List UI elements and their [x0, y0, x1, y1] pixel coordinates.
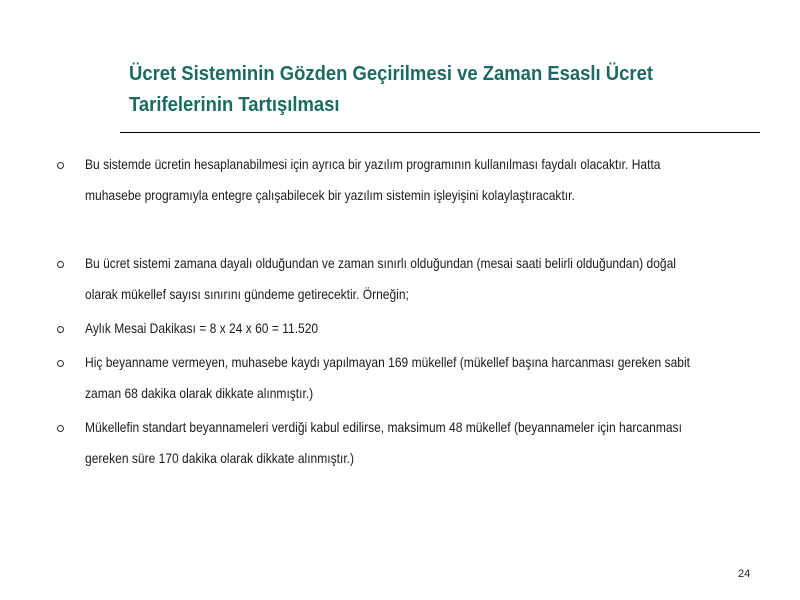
bullet-text-line: Hiç beyanname vermeyen, muhasebe kaydı yapılmayan 169 mükellef (mükellef başına harcanması gereken sabit: [85, 354, 690, 370]
slide-title-line-1: Ücret Sisteminin Gözden Geçirilmesi ve Zaman Esaslı Ücret: [129, 62, 653, 85]
bullet-text: [85, 313, 739, 344]
bullet-text-line: Bu ücret sistemi zamana dayalı olduğundan ve zaman sınırlı olduğundan (mesai saati belirli olduğundan) doğal: [85, 255, 676, 271]
bullet-text: [85, 248, 739, 310]
bullet-text: [85, 347, 739, 409]
bullet-text-line: Bu sistemde ücretin hesaplanabilmesi için ayrıca bir yazılım programının kullanılması faydalı olacaktır. Hatta: [85, 156, 661, 172]
hollow-circle-bullet-icon: [57, 425, 64, 432]
page-number: 24: [738, 568, 751, 580]
bullet-text-line: Aylık Mesai Dakikası = 8 x 24 x 60 = 11.520: [85, 320, 319, 336]
bullet-text-line: Mükellefin standart beyannameleri verdiği kabul edilirse, maksimum 48 mükellef (beyannameler için harcanması: [85, 419, 682, 435]
bullet-text: [85, 149, 739, 211]
bullet-text-line: gereken süre 170 dakika olarak dikkate alınmıştır.): [85, 450, 355, 466]
hollow-circle-bullet-icon: [57, 162, 64, 169]
hollow-circle-bullet-icon: [57, 360, 64, 367]
hollow-circle-bullet-icon: [57, 261, 64, 268]
slide-title-line-2: Tarifelerinin Tartışılması: [129, 93, 340, 116]
bullet-text-line: muhasebe programıyla entegre çalışabilecek bir yazılım sistemin işleyişini kolaylaştıracaktır.: [85, 187, 575, 203]
bullet-text-line: olarak mükellef sayısı sınırını gündeme getirecektir. Örneğin;: [85, 286, 409, 302]
bullet-text: [85, 412, 739, 474]
bullet-text-line: zaman 68 dakika olarak dikkate alınmıştır.): [85, 385, 314, 401]
hollow-circle-bullet-icon: [57, 326, 64, 333]
